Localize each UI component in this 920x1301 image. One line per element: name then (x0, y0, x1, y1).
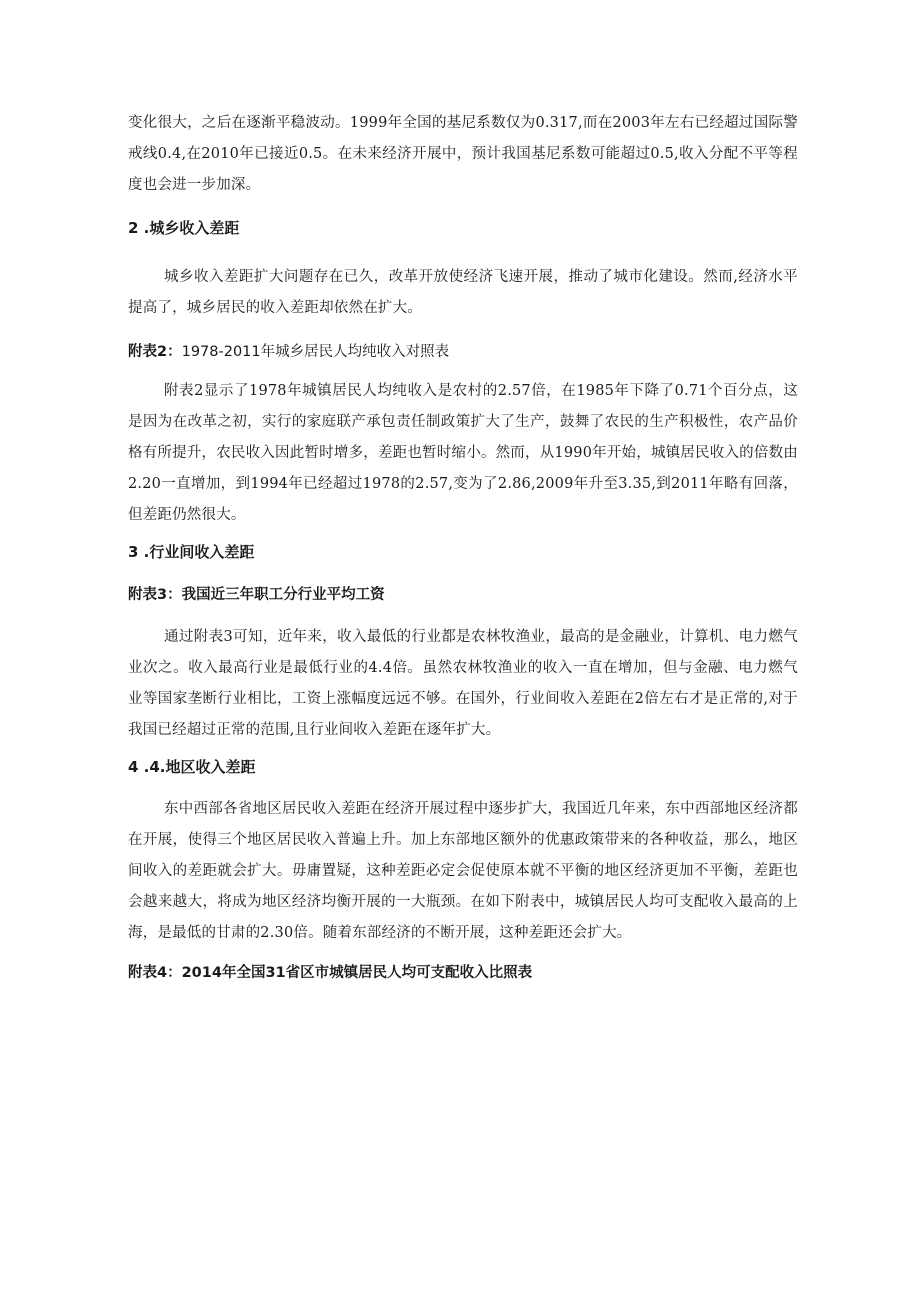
section-4-heading: 4 .4.地区收入差距 (128, 758, 256, 776)
table-2-caption (128, 341, 449, 363)
section-3-heading: 3 .行业间收入差距 (128, 543, 255, 561)
section-2-analysis: 附表2显示了1978年城镇居民人均纯收入是农村的2.57倍，在1985年下降了0.71个百分点，这是因为在改革之初，实行的家庭联产承包责任制政策扩大了生产，鼓舞了农民的生产积极性，农产品价格有所提升，农民收入因此暂时增多，差距也暂时缩小。然而，从1990年开始，城镇居民收入的倍数由2.20一直增加，到1994年已经超过1978的2.57,变为了2.86,2009年升至3.35,到2011年略有回落，但差距仍然很大。 (128, 383, 798, 523)
section-2-heading: 2 .城乡收入差距 (128, 219, 240, 237)
table-4-caption: 附表4：2014年全国31省区市城镇居民人均可支配收入比照表 (128, 965, 533, 981)
section-2-paragraph: 城乡收入差距扩大问题存在已久，改革开放使经济飞速开展，推动了城市化建设。然而,经济水平提高了，城乡居民的收入差距却依然在扩大。 (128, 269, 798, 316)
section-3-paragraph: 通过附表3可知，近年来，收入最低的行业都是农林牧渔业，最高的是金融业，计算机、电力燃气业次之。收入最高行业是最低行业的4.4倍。虽然农林牧渔业的收入一直在增加，但与金融、电力燃气业等国家垄断行业相比，工资上涨幅度远远不够。在国外，行业间收入差距在2倍左右才是正常的,对于我国已经超过正常的范围,且行业间收入差距在逐年扩大。 (128, 629, 798, 738)
table-2-caption-prefix: 附表2： (128, 344, 182, 360)
table-2-caption-title: 1978-2011年城乡居民人均纯收入对照表 (181, 344, 450, 360)
section-4-paragraph: 东中西部各省地区居民收入差距在经济开展过程中逐步扩大，我国近几年来，东中西部地区经济都在开展，使得三个地区居民收入普遍上升。加上东部地区额外的优惠政策带来的各种收益，那么，地区间收入的差距就会扩大。毋庸置疑，这种差距必定会促使原本就不平衡的地区经济更加不平衡，差距也会越来越大，将成为地区经济均衡开展的一大瓶颈。在如下附表中，城镇居民人均可支配收入最高的上海，是最低的甘肃的2.30倍。随着东部经济的不断开展，这种差距还会扩大。 (128, 801, 798, 941)
intro-paragraph: 变化很大，之后在逐渐平稳波动。1999年全国的基尼系数仅为0.317,而在2003年左右已经超过国际警戒线0.4,在2010年已接近0.5。在未来经济开展中，预计我国基尼系数可能超过0.5,收入分配不平等程度也会进一步加深。 (128, 115, 798, 193)
table-3-caption: 附表3：我国近三年职工分行业平均工资 (128, 587, 385, 603)
